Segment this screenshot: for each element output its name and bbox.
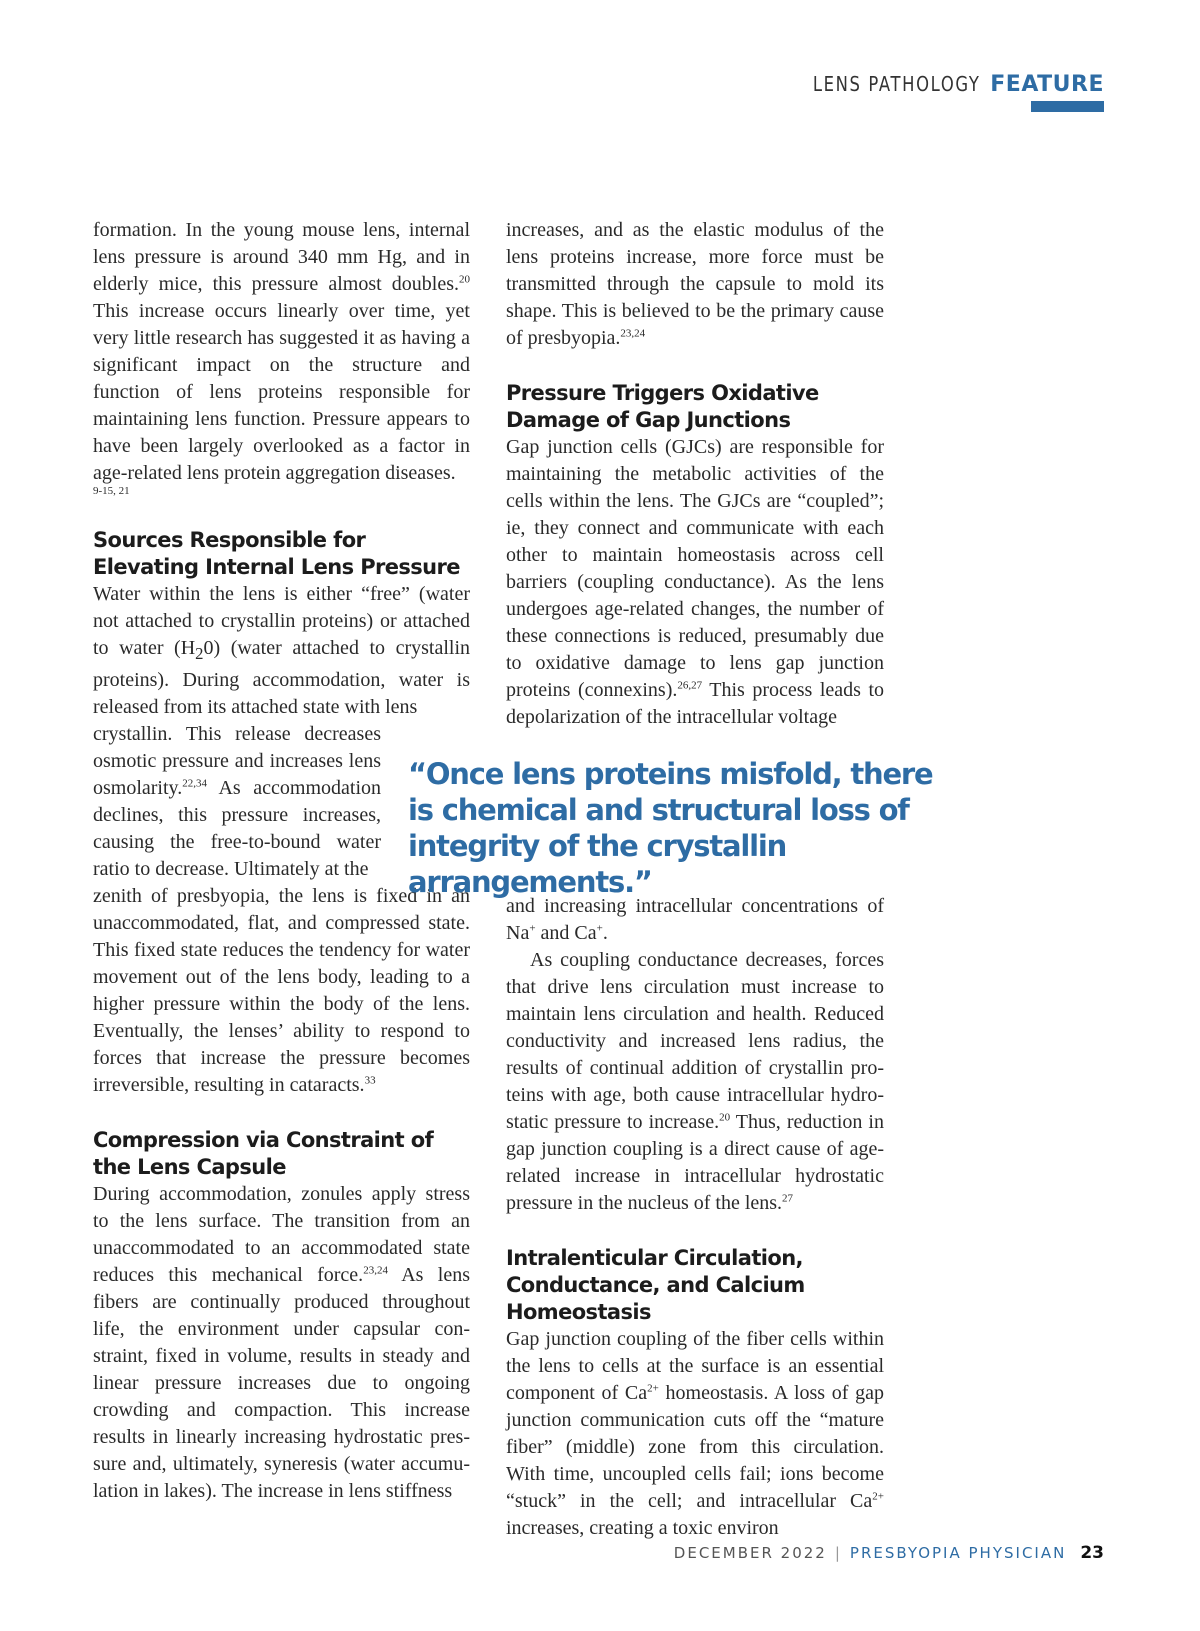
paragraph-wrap: crystallin. This release decreases osmotic pressure and increases lens osmolarity.$^{22,34}$ As accommodation declines, this pressure increases, causing the free-to-bound water ratio to decrease. Ultimately at the	[93, 723, 381, 880]
section-label: LENS PATHOLOGY	[812, 72, 981, 96]
subheading-intralenticular: Intralenticular Circulation, Conductance, and Calcium Homeostasis	[506, 1246, 805, 1324]
paragraph: zenith of presbyopia, the lens is fixed in an unaccommodated, flat, and compressed state. This fixed state reduces the tendency for water movement out of the lens body, leading to a higher pressure within the body of the lens. Eventually, the lenses’ ability to respond to forces that increase the pressure becomes irreversible, resulting in cataracts.$^{33}$	[93, 885, 470, 1096]
paragraph: increases, and as the elastic modulus of the lens proteins increase, more force must be transmitted through the capsule to mold its shape. This is believed to be the primary cause of presbyopia.$^{23,24}$	[506, 219, 884, 349]
right-column-top	[506, 217, 884, 731]
right-column-bottom	[506, 893, 884, 1542]
page-footer	[674, 1543, 1104, 1563]
footer-date: DECEMBER 2022	[673, 1544, 827, 1562]
paragraph: Water within the lens is either “free” (water not attached to crystallin proteins) or attached to water $(H_20)$ (water attached to crystallin proteins). During accommodation, water is released from its attached state with lens	[93, 583, 471, 718]
reference-superscript: 9-15, 21	[93, 485, 130, 497]
paragraph: As coupling conductance decreases, forces that drive lens circulation must increase to maintain lens circulation and health. Reduced conductivity and increased lens radius, the results of continual addition of crystallin proteins with age, both cause intracellular hydrostatic pressure to increase.$^{20}$ Thus, reduction in gap junction coupling is a direct cause of age-related increase in intracellular hydrostatic pressure in the nucleus of the lens.$^{27}$	[506, 949, 884, 1214]
feature-bar	[1031, 101, 1104, 112]
paragraph: Gap junction cells (GJCs) are responsible for maintaining the metabolic activities of the cells within the lens. The GJCs are “coupled”; ie, they connect and communicate with each other to maintain homeostasis across cell barriers (coupling conductance). As the lens undergoes age-related changes, the number of these connections is reduced, presumably due to oxidative damage to lens gap junction proteins (connexins).$^{26,27}$ This process leads to depolarization of the intracellular voltage	[506, 436, 885, 728]
page-number: 23	[1080, 1543, 1104, 1563]
feature-label: FEATURE	[990, 72, 1104, 97]
pull-quote: “Once lens proteins misfold, there is chemical and structural loss of integrity of the crystallin arrangements.”	[408, 757, 933, 899]
footer-separator: |	[834, 1544, 842, 1562]
page-header	[776, 72, 1104, 112]
paragraph: During accommodation, zonules apply stress to the lens surface. The transition from an unaccommodated to an accommodated state reduces this mechanical force.$^{23,24}$ As lens fibers are continually produced throughout life, the environment under capsular constraint, fixed in volume, results in steady and linear pressure increases due to ongoing crowding and compaction. This increase results in linearly increasing hydrostatic pressure and, ultimately, syneresis (water accumulation in lakes). The increase in lens stiffness	[93, 1183, 470, 1502]
footer-publication: PRESBYOPIA PHYSICIAN	[849, 1544, 1067, 1562]
subheading-compression: Compression via Constraint of the Lens Capsule	[93, 1128, 434, 1179]
paragraph: and increasing intracellular concentrations of Na+ and Ca+.	[506, 895, 884, 944]
subheading-pressure: Pressure Triggers Oxidative Damage of Gap Junctions	[506, 381, 819, 432]
paragraph: Gap junction coupling of the fiber cells within the lens to cells at the surface is an essential component of $Ca^{2+}$ homeostasis. A loss of gap junction communication cuts off the “mature fiber” (middle) zone from this circulation. With time, uncoupled cells fail; ions become “stuck” in the cell; and intracellular $Ca^{2+}$ increases, creating a toxic environ	[506, 1328, 885, 1539]
paragraph: formation. In the young mouse lens, internal lens pressure is around 340 mm Hg, and in elderly mice, this pressure almost doubles.$^{20}$ This increase occurs linearly over time, yet very little research has suggested it as having a significant impact on the structure and function of lens proteins responsible for maintaining lens function. Pressure appears to have been largely overlooked as a factor in age-related lens protein aggregation diseases. 9-15, 21	[93, 219, 470, 497]
subheading-sources: Sources Responsible for Elevating Internal Lens Pressure	[93, 528, 460, 579]
